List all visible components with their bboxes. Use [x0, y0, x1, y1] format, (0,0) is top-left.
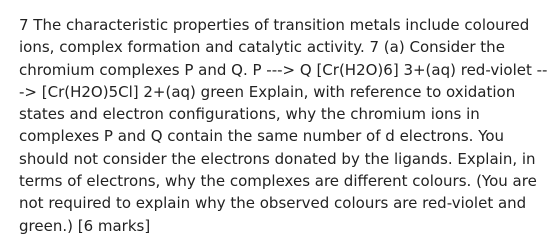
question-text: 7 The characteristic properties of transition metals include coloured ions, complex formation and catalytic activity. 7 (a) Consider the chromium complexes P and Q. P ---> Q [Cr(H2O)6] 3+(aq) red-violet ---> [Cr(H2O)5Cl] 2+(aq) green Explain, with reference to oxidation states and electron configurations, why the chromium ions in complexes P and Q contain the same number of d electrons. You should not consider the electrons donated by the ligands. Explain, in terms of electrons, why the complexes are different colours. (You are not required to explain why the observed colours are red-violet and green.) [6 marks] [19, 16, 548, 235]
